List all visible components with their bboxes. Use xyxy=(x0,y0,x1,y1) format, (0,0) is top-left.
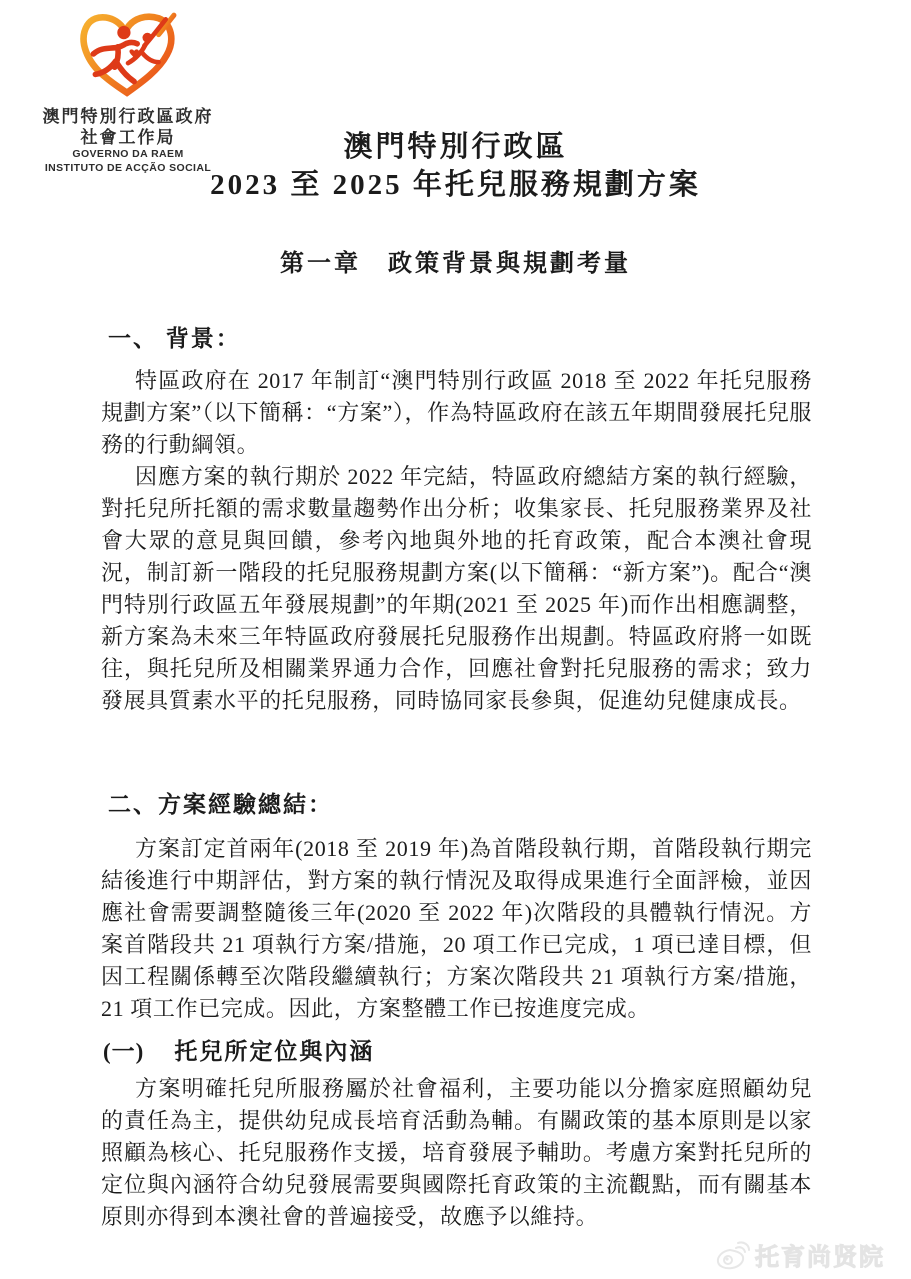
org-name-cn-line2: 社會工作局 xyxy=(80,128,176,147)
section-1-heading: 一、 背景： xyxy=(108,326,241,351)
subsection-1-title: 托兒所定位與內涵 xyxy=(174,1039,375,1064)
heart-logo-icon xyxy=(77,8,179,102)
subsection-1-heading xyxy=(103,1033,374,1066)
section-1-paragraph-1: 特區政府在 2017 年制訂“澳門特別行政區 2018 至 2022 年托兒服務規劃方案”（以下簡稱：“方案”），作為特區政府在該五年期間發展托兒服務的行動綱領。 xyxy=(101,368,812,457)
org-name-pt-line1: GOVERNO DA RAEM xyxy=(72,148,184,160)
section-2-paragraph-1: 方案訂定首兩年(2018 至 2019 年)為首階段執行期，首階段執行期完結後進行中期評估，對方案的執行情況及取得成果進行全面評檢，並因應社會需要調整隨後三年(2020 至 2022 年)次階段的具體執行情況。方案首階段共 21 項執行方案/措施，20 項工作已完成，1 項已達目標，但因工程關係轉至次階段繼續執行；方案次階段共 21 項執行方案/措施，21 項工作已完成。因此，方案整體工作已按進度完成。 xyxy=(101,836,812,1021)
subsection-1-paragraph-1: 方案明確托兒所服務屬於社會福利，主要功能以分擔家庭照顧幼兒的責任為主，提供幼兒成長培育活動為輔。有關政策的基本原則是以家照顧為核心、托兒服務作支援，培育發展予輔助。考慮方案對托兒所的定位與內涵符合幼兒發展需要與國際托育政策的主流觀點，而有關基本原則亦得到本澳社會的普遍接受，故應予以維持。 xyxy=(101,1076,812,1229)
weibo-icon xyxy=(716,1240,750,1270)
doc-title-line1: 澳門特別行政區 xyxy=(343,131,568,163)
watermark-text: 托育尚贤院 xyxy=(755,1244,885,1271)
doc-title xyxy=(0,128,911,204)
section-1-paragraph-2: 因應方案的執行期於 2022 年完結，特區政府總結方案的執行經驗，對托兒所托額的需求數量趨勢作出分析；收集家長、托兒服務業界及社會大眾的意見與回饋，參考內地與外地的托育政策，配合本澳社會現況，制訂新一階段的托兒服務規劃方案(以下簡稱：“新方案”)。配合“澳門特別行政區五年發展規劃”的年期(2021 至 2025 年)而作出相應調整，新方案為未來三年特區政府發展托兒服務作出規劃。特區政府將一如既往，與托兒所及相關業界通力合作，回應社會對托兒服務的需求；致力發展具質素水平的托兒服務，同時協同家長參與，促進幼兒健康成長。 xyxy=(101,464,812,713)
org-name-cn-line1: 澳門特別行政區政府 xyxy=(42,107,214,126)
org-name-pt-line2: INSTITUTO DE ACÇÃO SOCIAL xyxy=(44,161,212,174)
chapter-heading: 第一章 政策背景與規劃考量 xyxy=(280,251,631,277)
subsection-1-marker: (一) xyxy=(103,1039,145,1064)
watermark xyxy=(716,1237,885,1272)
doc-title-line2: 2023 至 2025 年托兒服務規劃方案 xyxy=(210,169,701,201)
section-2-heading: 二、方案經驗總結： xyxy=(108,792,333,817)
